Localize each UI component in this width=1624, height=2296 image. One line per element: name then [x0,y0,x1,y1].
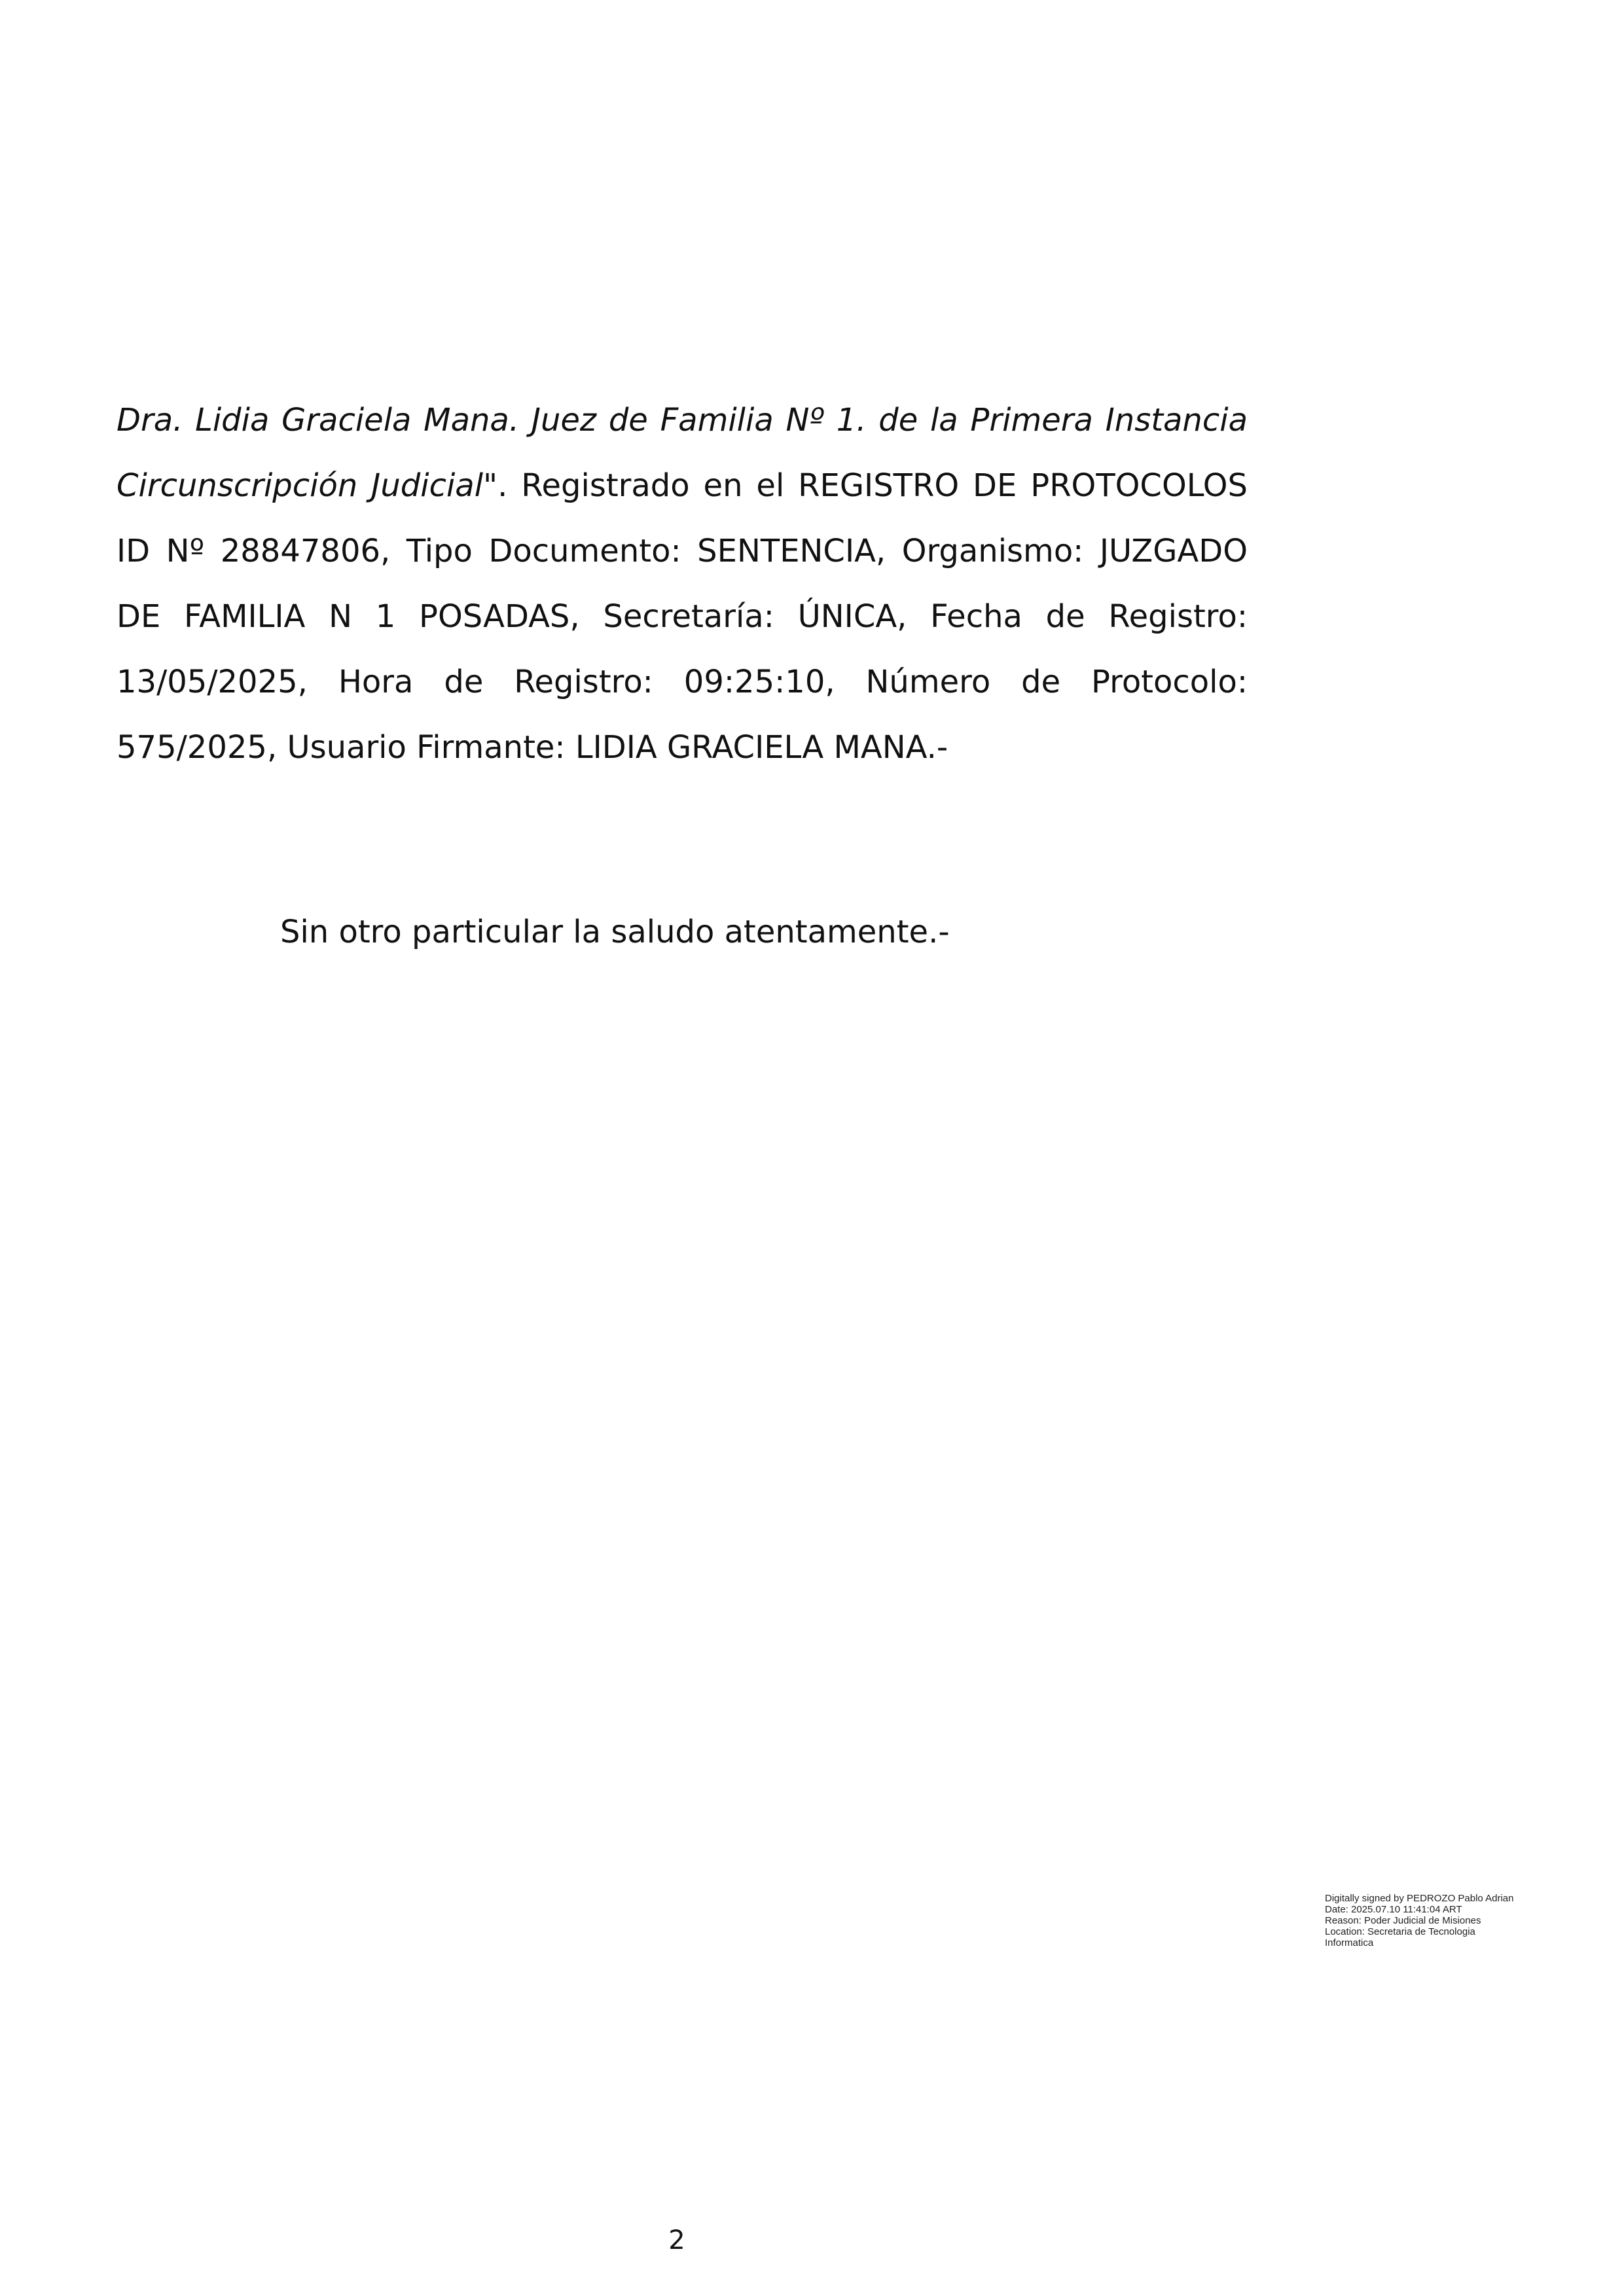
digital-signature-stamp [1325,1893,1561,1948]
signature-date: Date: 2025.07.10 11:41:04 ART [1325,1904,1462,1915]
page-number: 2 [668,2225,685,2255]
signature-signer: Digitally signed by PEDROZO Pablo Adrian [1325,1893,1514,1904]
signature-location-cont: Informatica [1325,1937,1374,1948]
judge-citation: Dra. Lidia Graciela Mana. Juez de Familia Nº 1. de la Primera Instancia Circunscripción Judicial [117,402,1248,504]
registration-details: ". Registrado en el REGISTRO DE PROTOCOLOS ID Nº 28847806, Tipo Documento: SENTENCIA, Organismo: JUZGADO DE FAMILIA N 1 POSADAS, Secretaría: ÚNICA, Fecha de Registro: 13/05/2025, Hora de Registro: 09:25:10, Número de Protocolo: 575/2025, Usuario Firmante: LIDIA GRACIELA MANA.- [117,467,1248,766]
body-paragraph [117,387,1248,780]
signature-reason: Reason: Poder Judicial de Misiones [1325,1915,1481,1926]
signature-location: Location: Secretaria de Tecnologia [1325,1926,1475,1937]
closing-line: Sin otro particular la saludo atentamente.- [280,914,950,950]
